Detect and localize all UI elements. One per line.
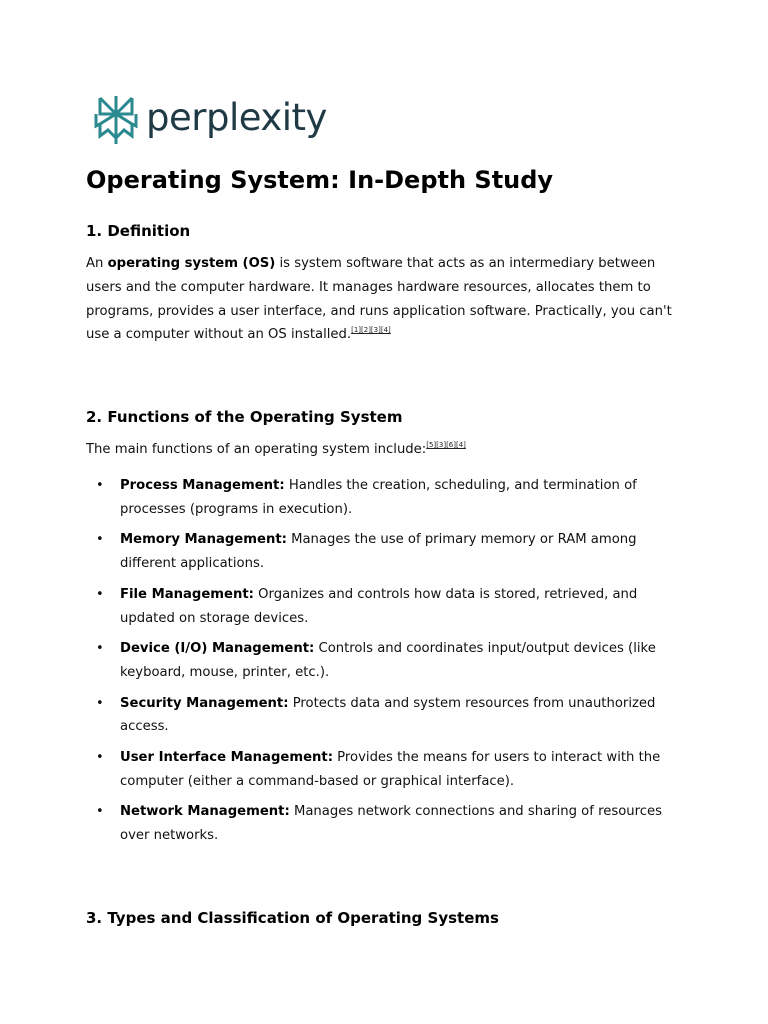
- definition-paragraph: [86, 252, 686, 347]
- item-desc: Controls and coordinates input/output devices (like keyboard, mouse, printer, etc.).: [120, 641, 656, 680]
- item-desc: Protects data and system resources from unauthorized access.: [120, 695, 656, 735]
- functions-intro: [86, 438, 686, 462]
- item-term: Process Management:: [120, 478, 285, 493]
- list-item: [86, 637, 686, 685]
- definition-prefix: An: [86, 256, 108, 271]
- item-desc: Handles the creation, scheduling, and termination of processes (programs in execution).: [120, 478, 637, 517]
- definition-text: is system software that acts as an intermediary between users and the computer hardware. It manages hardware resources, allocates them to programs, provides a user interface, and runs application software. Practically, you can't use a computer without an OS installed.: [86, 256, 672, 343]
- bullet-icon: •: [96, 532, 104, 548]
- item-desc: Manages the use of primary memory or RAM among different applications.: [120, 532, 637, 572]
- item-term: Network Management:: [120, 804, 290, 820]
- bullet-icon: •: [96, 804, 104, 820]
- brand-name: perplexity: [146, 95, 327, 139]
- bullet-icon: •: [96, 749, 104, 765]
- item-desc: Provides the means for users to interact with the computer (either a command-based or graphical interface).: [120, 749, 661, 789]
- perplexity-logo-icon: [94, 94, 138, 146]
- bullet-icon: •: [96, 695, 104, 711]
- list-item: [86, 528, 686, 576]
- item-term: Device (I/O) Management:: [120, 641, 315, 657]
- functions-intro-text: The main functions of an operating system include:: [86, 442, 427, 457]
- bullet-icon: •: [96, 586, 104, 602]
- list-item: [86, 474, 686, 522]
- item-term: User Interface Management:: [120, 749, 333, 765]
- item-term: File Management:: [120, 586, 254, 602]
- item-desc: Manages network connections and sharing of resources over networks.: [120, 804, 662, 844]
- item-term: Memory Management:: [120, 532, 287, 548]
- functions-list: [86, 474, 686, 855]
- list-item: [86, 746, 686, 794]
- page-title: Operating System: In-Depth Study: [86, 166, 554, 194]
- definition-term: operating system (OS): [107, 256, 276, 271]
- item-term: Security Management:: [120, 695, 289, 711]
- section-heading-types: 3. Types and Classification of Operating Systems: [86, 909, 499, 927]
- list-item: [86, 800, 686, 848]
- bullet-icon: •: [96, 641, 104, 657]
- section-heading-functions: 2. Functions of the Operating System: [86, 408, 403, 426]
- citation-links[interactable]: [1][2][3][4]: [351, 326, 391, 335]
- citation-links[interactable]: [5][3][6][4]: [426, 441, 466, 449]
- item-desc: Organizes and controls how data is stored, retrieved, and updated on storage devices.: [120, 586, 638, 626]
- perplexity-logo: [94, 94, 327, 146]
- section-heading-definition: 1. Definition: [86, 222, 191, 240]
- list-item: [86, 583, 686, 631]
- list-item: [86, 692, 686, 740]
- bullet-icon: •: [96, 478, 104, 493]
